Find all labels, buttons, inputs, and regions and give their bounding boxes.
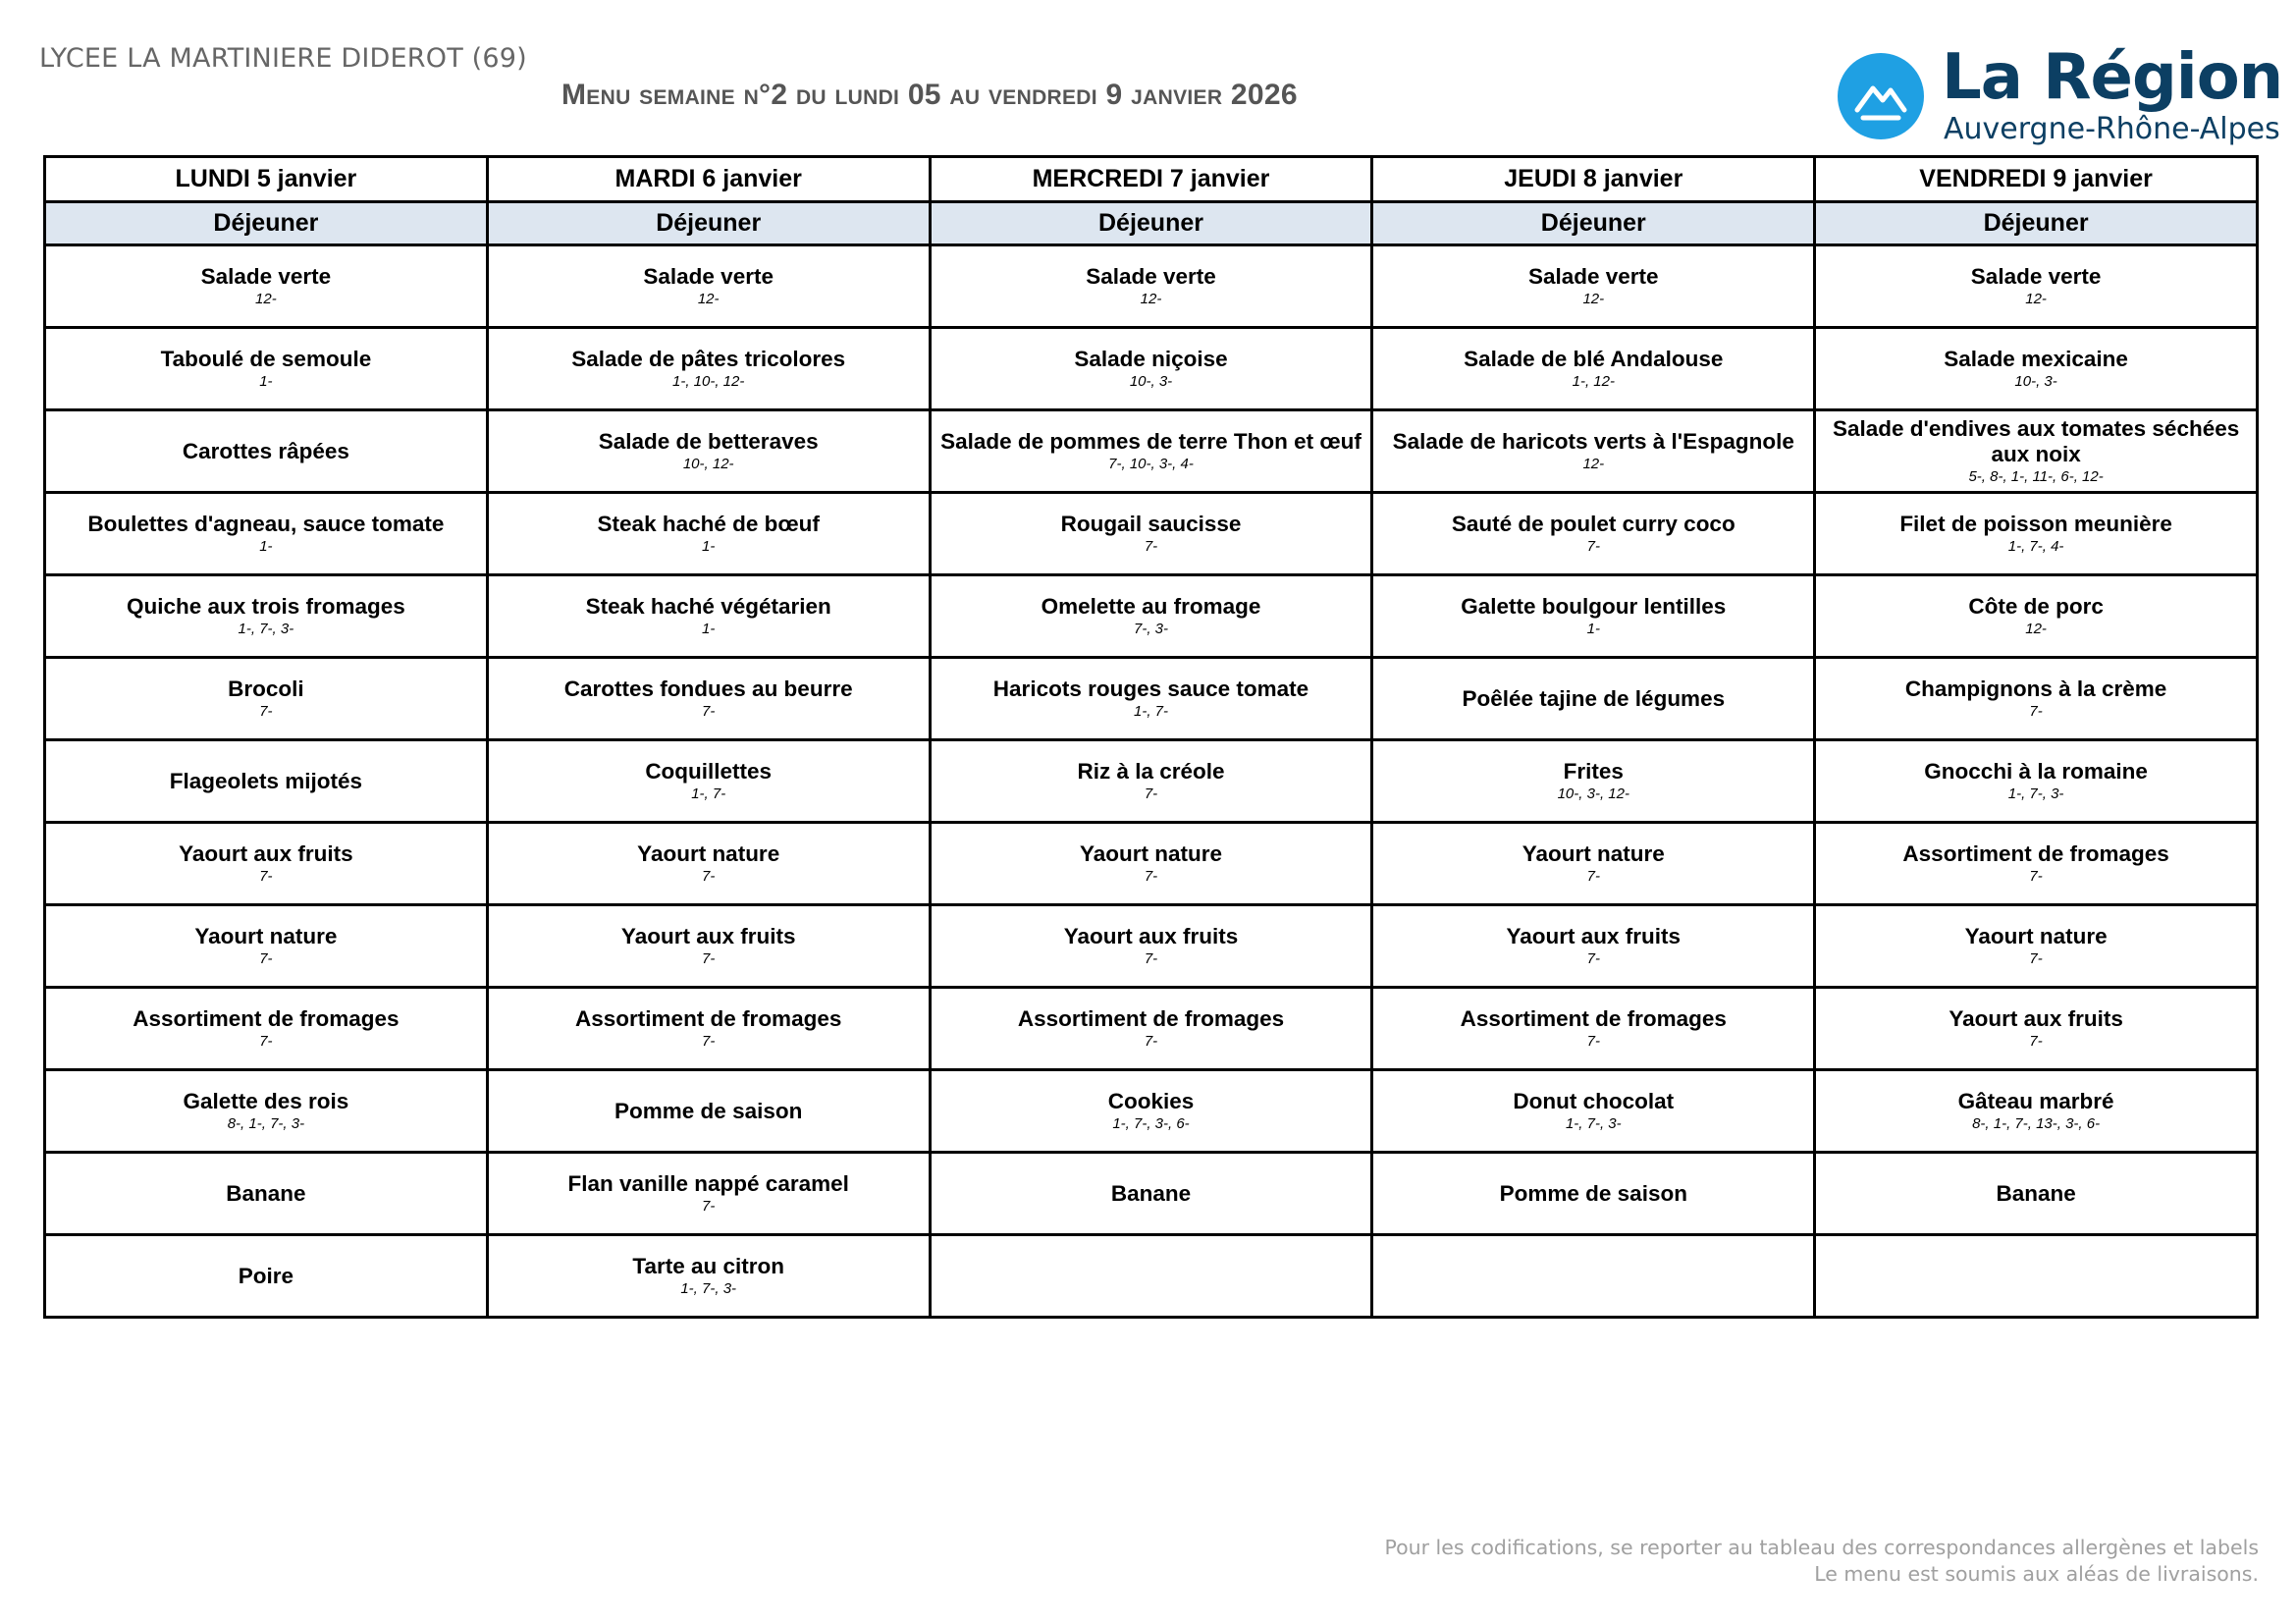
- dish-cell: [930, 328, 1372, 410]
- dish-row: [45, 905, 2258, 988]
- allergen-codes: 7-: [1144, 1032, 1158, 1050]
- allergen-codes: 12-: [255, 290, 277, 307]
- allergen-codes: 12-: [697, 290, 720, 307]
- day-header: MERCREDI 7 janvier: [930, 157, 1372, 202]
- dish-name: Assortiment de fromages: [133, 1005, 400, 1031]
- allergen-codes: 1-, 12-: [1572, 372, 1615, 390]
- dish-cell: [487, 245, 930, 328]
- dish-row: [45, 658, 2258, 740]
- dish-name: Poêlée tajine de légumes: [1462, 685, 1726, 711]
- dish-row: [45, 493, 2258, 575]
- dish-name: Steak haché végétarien: [585, 593, 831, 619]
- footer-line-1: Pour les codifications, se reporter au tableau des correspondances allergènes et labels: [1384, 1536, 2259, 1559]
- allergen-codes: 7-: [2029, 1032, 2043, 1050]
- dish-name: Yaourt nature: [1522, 840, 1665, 866]
- dish-name: Yaourt nature: [637, 840, 780, 866]
- dish-cell: [1815, 823, 2258, 905]
- allergen-codes: 1-: [702, 620, 716, 637]
- dish-cell: [1815, 493, 2258, 575]
- dish-cell: [487, 740, 930, 823]
- dish-name: Steak haché de bœuf: [597, 511, 820, 536]
- dish-cell: [487, 658, 930, 740]
- day-header: LUNDI 5 janvier: [45, 157, 488, 202]
- dish-cell: [45, 493, 488, 575]
- dish-name: Omelette au fromage: [1041, 593, 1261, 619]
- allergen-codes: 1-, 7-, 3-: [238, 620, 294, 637]
- dish-cell: [930, 245, 1372, 328]
- dish-cell: [45, 410, 488, 493]
- dish-cell: [45, 658, 488, 740]
- dish-name: Salade de pommes de terre Thon et œuf: [940, 428, 1362, 454]
- dish-name: Carottes fondues au beurre: [563, 676, 853, 701]
- mountain-icon: [1838, 53, 1924, 139]
- dish-name: Assortiment de fromages: [1902, 840, 2169, 866]
- dish-name: Yaourt aux fruits: [179, 840, 353, 866]
- dish-cell: [930, 658, 1372, 740]
- dish-name: Riz à la créole: [1077, 758, 1225, 784]
- allergen-codes: 7-: [259, 702, 273, 720]
- dish-cell: [1372, 658, 1815, 740]
- dish-name: Yaourt nature: [1964, 923, 2108, 948]
- dish-cell: [487, 823, 930, 905]
- allergen-codes: 7-: [702, 702, 716, 720]
- dish-cell: [1815, 1153, 2258, 1235]
- dish-name: Yaourt aux fruits: [1506, 923, 1682, 948]
- dish-name: Salade niçoise: [1074, 346, 1228, 371]
- allergen-codes: 7-: [259, 1032, 273, 1050]
- allergen-codes: 12-: [1582, 455, 1605, 472]
- allergen-codes: 12-: [1582, 290, 1605, 307]
- dish-name: Salade de pâtes tricolores: [571, 346, 846, 371]
- allergen-codes: 7-: [1144, 867, 1158, 885]
- dish-cell: [45, 1153, 488, 1235]
- dish-name: Sauté de poulet curry coco: [1451, 511, 1735, 536]
- meal-header: Déjeuner: [1372, 202, 1815, 245]
- dish-name: Assortiment de fromages: [575, 1005, 842, 1031]
- dish-cell: [1372, 493, 1815, 575]
- allergen-codes: 7-, 10-, 3-, 4-: [1108, 455, 1194, 472]
- dish-name: Yaourt aux fruits: [620, 923, 796, 948]
- dish-row: [45, 988, 2258, 1070]
- dish-cell: [1815, 245, 2258, 328]
- allergen-codes: 1-: [259, 372, 273, 390]
- dish-name: Brocoli: [228, 676, 304, 701]
- dish-cell: [1372, 1070, 1815, 1153]
- allergen-codes: 1-, 7-, 3-: [1565, 1114, 1622, 1132]
- allergen-codes: 10-, 3-: [2014, 372, 2057, 390]
- allergen-codes: 10-, 3-: [1129, 372, 1173, 390]
- dish-cell: [1372, 410, 1815, 493]
- dish-cell: [45, 575, 488, 658]
- dish-name: Filet de poisson meunière: [1899, 511, 2172, 536]
- day-header-row: [45, 157, 2258, 202]
- dish-name: Pomme de saison: [1499, 1180, 1687, 1206]
- school-name: LYCEE LA MARTINIERE DIDEROT (69): [39, 43, 527, 74]
- allergen-codes: 7-, 3-: [1133, 620, 1168, 637]
- meal-header: Déjeuner: [1815, 202, 2258, 245]
- dish-cell: [1372, 328, 1815, 410]
- dish-cell: [1815, 740, 2258, 823]
- meal-header: Déjeuner: [930, 202, 1372, 245]
- dish-name: Banane: [226, 1180, 306, 1206]
- dish-name: Haricots rouges sauce tomate: [992, 676, 1309, 701]
- dish-cell: [1372, 823, 1815, 905]
- dish-cell: [487, 988, 930, 1070]
- dish-name: Yaourt nature: [194, 923, 338, 948]
- allergen-codes: 1-, 7-, 3-: [680, 1279, 737, 1297]
- dish-cell: [45, 905, 488, 988]
- dish-name: Assortiment de fromages: [1017, 1005, 1285, 1031]
- allergen-codes: 7-: [702, 867, 716, 885]
- dish-cell: [1372, 988, 1815, 1070]
- dish-cell: [1372, 575, 1815, 658]
- allergen-codes: 7-: [1586, 537, 1600, 555]
- allergen-codes: 8-, 1-, 7-, 13-, 3-, 6-: [1972, 1114, 2101, 1132]
- dish-cell: [930, 493, 1372, 575]
- dish-name: Gâteau marbré: [1957, 1088, 2114, 1113]
- dish-row: [45, 1153, 2258, 1235]
- dish-name: Tarte au citron: [632, 1253, 784, 1278]
- dish-cell: [930, 1153, 1372, 1235]
- dish-cell: [1372, 740, 1815, 823]
- dish-name: Salade d'endives aux tomates séchées aux noix: [1832, 415, 2240, 466]
- dish-cell: [45, 740, 488, 823]
- allergen-codes: 5-, 8-, 1-, 11-, 6-, 12-: [1968, 467, 2104, 485]
- allergen-codes: 1-: [702, 537, 716, 555]
- day-header: VENDREDI 9 janvier: [1815, 157, 2258, 202]
- dish-cell: [930, 575, 1372, 658]
- dish-cell: [930, 410, 1372, 493]
- dish-name: Donut chocolat: [1513, 1088, 1675, 1113]
- allergen-codes: 7-: [2029, 949, 2043, 967]
- dish-cell: [45, 1235, 488, 1318]
- dish-name: Côte de porc: [1968, 593, 2104, 619]
- dish-name: Yaourt aux fruits: [1949, 1005, 2123, 1031]
- dish-name: Salade verte: [643, 263, 774, 289]
- allergen-codes: 7-: [2029, 867, 2043, 885]
- dish-name: Yaourt aux fruits: [1063, 923, 1239, 948]
- dish-name: Poire: [238, 1263, 294, 1288]
- allergen-codes: 7-: [702, 949, 716, 967]
- allergen-codes: 7-: [1144, 785, 1158, 802]
- dish-name: Salade de haricots verts à l'Espagnole: [1392, 428, 1794, 454]
- dish-cell: [45, 988, 488, 1070]
- dish-name: Taboulé de semoule: [160, 346, 372, 371]
- dish-cell: [487, 328, 930, 410]
- allergen-codes: 1-: [1586, 620, 1600, 637]
- dish-name: Banane: [1996, 1180, 2076, 1206]
- dish-cell: [45, 823, 488, 905]
- dish-cell: [487, 575, 930, 658]
- allergen-codes: 10-, 3-, 12-: [1557, 785, 1629, 802]
- dish-cell: [487, 410, 930, 493]
- dish-name: Salade verte: [1086, 263, 1216, 289]
- meal-header-row: [45, 202, 2258, 245]
- dish-cell: [1372, 905, 1815, 988]
- dish-name: Yaourt nature: [1079, 840, 1222, 866]
- dish-name: Flan vanille nappé caramel: [567, 1170, 849, 1196]
- allergen-codes: 7-: [259, 949, 273, 967]
- dish-cell: [45, 328, 488, 410]
- dish-name: Flageolets mijotés: [169, 768, 363, 793]
- allergen-codes: 7-: [1586, 949, 1600, 967]
- dish-name: Cookies: [1107, 1088, 1195, 1113]
- dish-cell: [930, 740, 1372, 823]
- logo-name: La Région: [1942, 41, 2283, 114]
- dish-cell: [1815, 1235, 2258, 1318]
- allergen-codes: 7-: [702, 1032, 716, 1050]
- dish-row: [45, 1235, 2258, 1318]
- dish-cell: [930, 1235, 1372, 1318]
- dish-name: Salade verte: [200, 263, 332, 289]
- dish-cell: [1815, 575, 2258, 658]
- allergen-codes: 1-, 7-, 3-, 6-: [1112, 1114, 1190, 1132]
- allergen-codes: 1-, 7-, 3-: [2007, 785, 2064, 802]
- meal-header: Déjeuner: [487, 202, 930, 245]
- allergen-codes: 7-: [1586, 867, 1600, 885]
- dish-row: [45, 740, 2258, 823]
- dish-row: [45, 1070, 2258, 1153]
- dish-name: Salade verte: [1970, 263, 2102, 289]
- dish-cell: [1815, 328, 2258, 410]
- allergen-codes: 1-, 7-: [1133, 702, 1168, 720]
- dish-row: [45, 245, 2258, 328]
- dish-name: Galette des rois: [183, 1088, 349, 1113]
- logo-subtitle: Auvergne-Rhône-Alpes: [1944, 112, 2280, 146]
- allergen-codes: 12-: [2025, 290, 2047, 307]
- dish-name: Salade de blé Andalouse: [1464, 346, 1724, 371]
- allergen-codes: 10-, 12-: [682, 455, 734, 472]
- dish-name: Frites: [1563, 758, 1624, 784]
- dish-cell: [45, 245, 488, 328]
- footer-note: [1384, 1535, 2259, 1588]
- dish-cell: [930, 1070, 1372, 1153]
- dish-name: Champignons à la crème: [1904, 676, 2167, 701]
- dish-row: [45, 823, 2258, 905]
- footer-line-2: Le menu est soumis aux aléas de livraisons.: [1814, 1562, 2259, 1586]
- dish-cell: [487, 1153, 930, 1235]
- allergen-codes: 7-: [2029, 702, 2043, 720]
- dish-cell: [930, 905, 1372, 988]
- dish-name: Galette boulgour lentilles: [1461, 593, 1727, 619]
- dish-cell: [930, 988, 1372, 1070]
- dish-row: [45, 328, 2258, 410]
- allergen-codes: 7-: [259, 867, 273, 885]
- menu-table: [43, 155, 2259, 1319]
- dish-cell: [930, 823, 1372, 905]
- dish-name: Carottes râpées: [182, 438, 349, 463]
- allergen-codes: 12-: [2025, 620, 2047, 637]
- allergen-codes: 1-, 7-, 4-: [2007, 537, 2064, 555]
- dish-cell: [487, 905, 930, 988]
- dish-name: Salade verte: [1527, 263, 1659, 289]
- dish-name: Salade mexicaine: [1944, 346, 2128, 371]
- dish-cell: [1372, 1153, 1815, 1235]
- dish-cell: [487, 493, 930, 575]
- allergen-codes: 7-: [1144, 949, 1158, 967]
- dish-cell: [1372, 1235, 1815, 1318]
- dish-row: [45, 410, 2258, 493]
- dish-row: [45, 575, 2258, 658]
- dish-name: Assortiment de fromages: [1460, 1005, 1727, 1031]
- dish-cell: [487, 1070, 930, 1153]
- dish-name: Pomme de saison: [614, 1098, 803, 1123]
- allergen-codes: 7-: [1586, 1032, 1600, 1050]
- dish-name: Coquillettes: [645, 758, 773, 784]
- dish-cell: [1815, 988, 2258, 1070]
- dish-cell: [1372, 245, 1815, 328]
- dish-cell: [1815, 1070, 2258, 1153]
- allergen-codes: 12-: [1140, 290, 1162, 307]
- dish-rows: [45, 245, 2258, 1318]
- meal-header: Déjeuner: [45, 202, 488, 245]
- dish-name: Salade de betteraves: [598, 428, 819, 454]
- day-header: JEUDI 8 janvier: [1372, 157, 1815, 202]
- allergen-codes: 1-, 7-: [691, 785, 726, 802]
- page-title: Menu semaine n°2 du lundi 05 au vendredi 9 janvier 2026: [561, 79, 1298, 111]
- dish-cell: [1815, 658, 2258, 740]
- allergen-codes: 7-: [702, 1197, 716, 1215]
- allergen-codes: 7-: [1144, 537, 1158, 555]
- day-header: MARDI 6 janvier: [487, 157, 930, 202]
- region-logo: [1838, 41, 2283, 149]
- dish-name: Banane: [1110, 1180, 1192, 1206]
- dish-cell: [45, 1070, 488, 1153]
- dish-cell: [1815, 905, 2258, 988]
- allergen-codes: 1-: [259, 537, 273, 555]
- dish-name: Gnocchi à la romaine: [1924, 758, 2148, 784]
- dish-name: Rougail saucisse: [1060, 511, 1242, 536]
- dish-name: Boulettes d'agneau, sauce tomate: [87, 511, 445, 536]
- dish-name: Quiche aux trois fromages: [126, 593, 405, 619]
- dish-cell: [1815, 410, 2258, 493]
- allergen-codes: 8-, 1-, 7-, 3-: [227, 1114, 305, 1132]
- dish-cell: [487, 1235, 930, 1318]
- allergen-codes: 1-, 10-, 12-: [672, 372, 745, 390]
